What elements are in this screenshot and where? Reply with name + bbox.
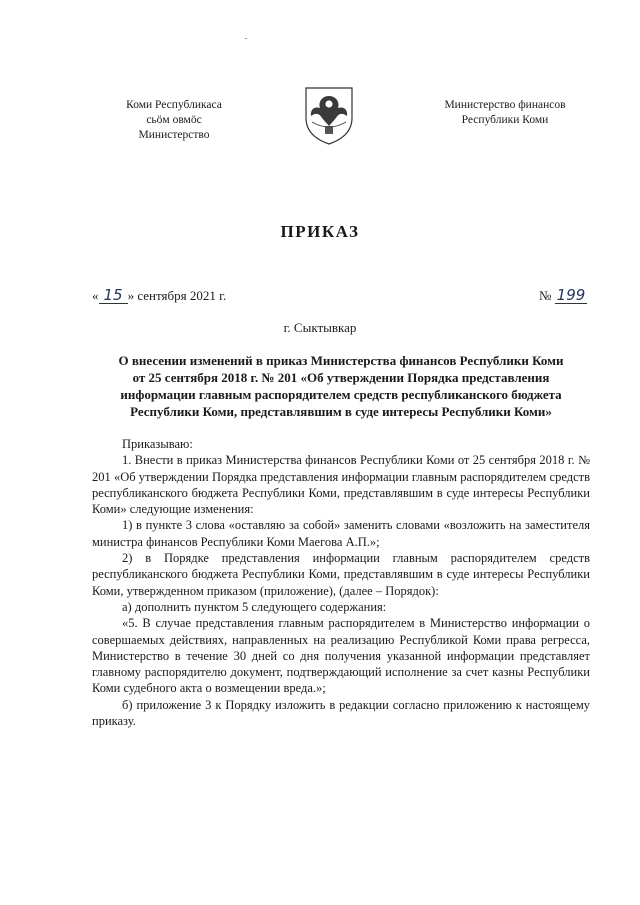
subject-line: информации главным распорядителем средств республиканского бюджета bbox=[120, 387, 562, 402]
number-sign: № bbox=[539, 288, 552, 303]
body-paragraph-4: а) дополнить пунктом 5 следующего содержания: bbox=[122, 599, 387, 614]
date-open-quote: « bbox=[92, 288, 99, 303]
header-right-line: Министерство финансов bbox=[444, 99, 566, 111]
body-paragraph-3: 2) в Порядке представления информации главным распорядителем средств республиканского бюджета Республики Коми, представлявшим в суде интересы Республики Коми, утвержденном приказом (приложение), (далее – Порядок): bbox=[92, 551, 590, 598]
subject-line: от 25 сентября 2018 г. № 201 «Об утверждении Порядка представления bbox=[132, 370, 550, 385]
body-paragraph-1: 1. Внести в приказ Министерства финансов Республики Коми от 25 сентября 2018 г. № 201 «Об утверждении Порядка представления информации главным распорядителем средств республиканского бюджета Республики Коми, представлявшим в суде интересы Республики Коми» следующие изменения: bbox=[92, 453, 590, 517]
header-right-ministry bbox=[415, 98, 595, 128]
body-paragraph-6: б) приложение 3 к Порядку изложить в редакции согласно приложению к настоящему приказу. bbox=[92, 697, 590, 729]
order-date bbox=[92, 288, 226, 304]
scan-speck bbox=[245, 38, 247, 39]
order-body bbox=[92, 436, 590, 729]
date-close-quote: » bbox=[127, 288, 135, 303]
subject-line: О внесении изменений в приказ Министерства финансов Республики Коми bbox=[118, 353, 564, 368]
header-left-komi bbox=[100, 98, 248, 143]
header-left-line: Коми Республикаса bbox=[126, 99, 222, 111]
body-paragraph-2: 1) в пункте 3 слова «оставляю за собой» заменить словами «возложить на заместителя министра финансов Республики Коми Маегова А.П.»; bbox=[92, 518, 590, 549]
date-day-handwritten: 15 bbox=[99, 288, 128, 304]
coat-of-arms-emblem bbox=[302, 82, 356, 146]
body-paragraph-5: «5. В случае представления главным распорядителем в Министерство информации о совершаемых действиях, направленных на реализацию Республикой Коми права регресса, Министерство в течение 30 дней со дня получения указанной информации представляет главному распорядителю документ, подтверждающий исполнение за счет казны Республики Коми судебного акта о возмещении вреда.»; bbox=[92, 616, 590, 696]
header-left-line: Министерство bbox=[138, 129, 210, 141]
body-intro: Приказываю: bbox=[122, 437, 193, 451]
number-handwritten: 199 bbox=[556, 286, 586, 304]
order-subject bbox=[92, 352, 590, 420]
city-name: г. Сыктывкар bbox=[283, 320, 357, 335]
date-rest: сентября 2021 г. bbox=[137, 288, 227, 303]
document-title: ПРИКАЗ bbox=[280, 222, 360, 241]
header-right-line: Республики Коми bbox=[461, 114, 549, 126]
subject-line: Республики Коми, представлявшим в суде интересы Республики Коми» bbox=[130, 404, 552, 419]
header-left-line: сьӧм овмӧс bbox=[146, 114, 202, 126]
order-number bbox=[539, 288, 587, 304]
